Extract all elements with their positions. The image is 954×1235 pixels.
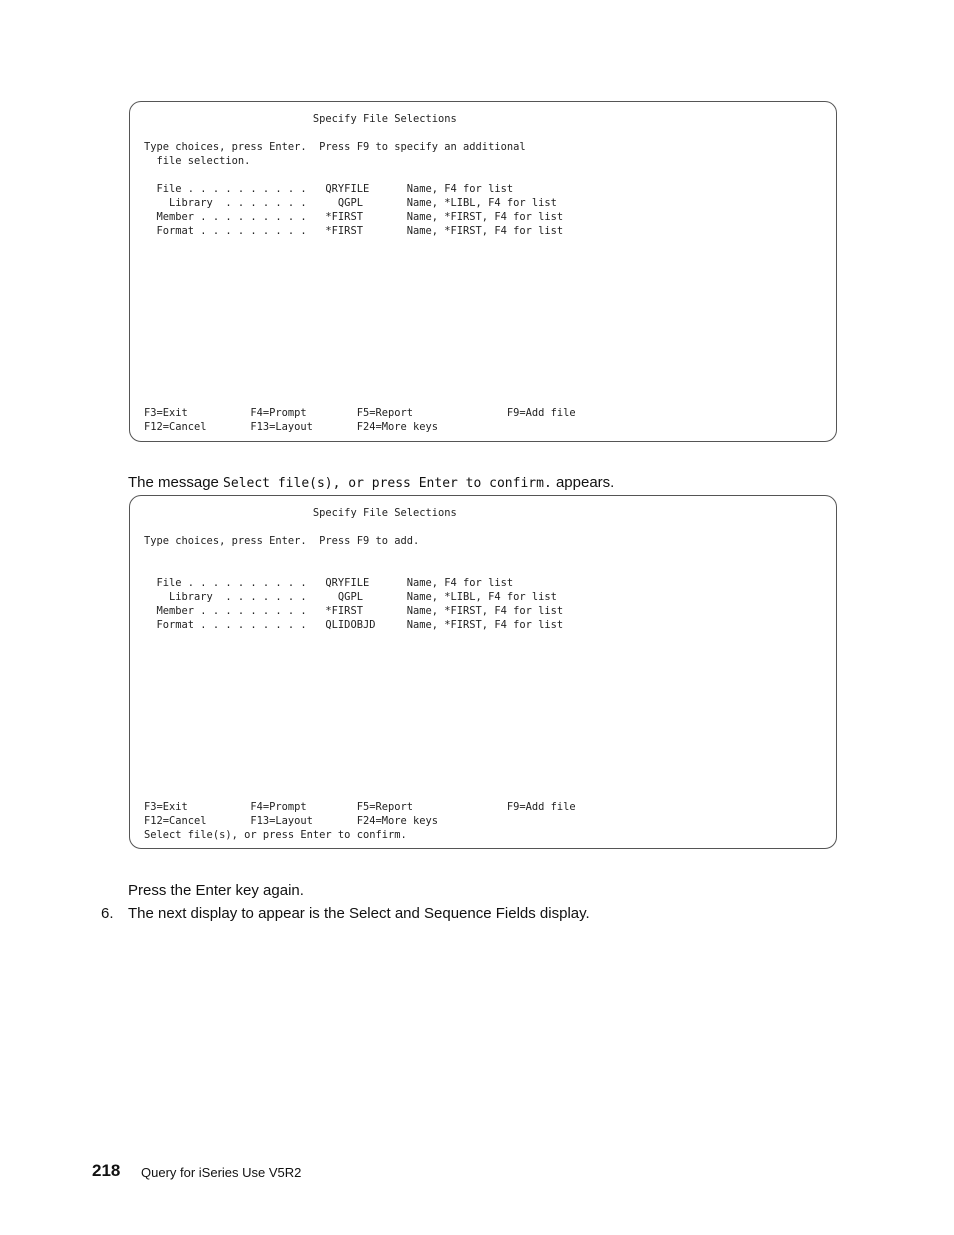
screen1-line: File . . . . . . . . . . QRYFILE Name, F4 for list [144, 183, 514, 195]
screen2-line: File . . . . . . . . . . QRYFILE Name, F4 for list [144, 577, 514, 589]
screen2-fkeys-line: F12=Cancel F13=Layout F24=More keys [144, 815, 439, 827]
screen2-line: Library . . . . . . . QGPL Name, *LIBL, F4 for list [144, 591, 557, 603]
message-sentence [128, 474, 614, 493]
screen2-line: Type choices, press Enter. Press F9 to add. [144, 535, 420, 547]
screen1-line: Specify File Selections [144, 113, 457, 125]
screen2-fkeys-line: F3=Exit F4=Prompt F5=Report F9=Add file [144, 801, 576, 813]
screen1-line: file selection. [144, 155, 251, 167]
message-code: Select file(s), or press Enter to confirm. [223, 476, 552, 491]
page-number: 218 [92, 1161, 121, 1180]
message-suffix: appears. [551, 474, 615, 491]
screen2-message-line: Select file(s), or press Enter to confirm. [144, 829, 407, 841]
screen1-fkeys-line: F12=Cancel F13=Layout F24=More keys [144, 421, 439, 433]
book-title: Query for iSeries Use V5R2 [141, 1165, 302, 1180]
screen1-line: Type choices, press Enter. Press F9 to specify an additional [144, 141, 526, 153]
screen2-line: Format . . . . . . . . . QLIDOBJD Name, *FIRST, F4 for list [144, 619, 564, 631]
terminal-screen-1 [129, 101, 837, 442]
screen2-line: Member . . . . . . . . . *FIRST Name, *FIRST, F4 for list [144, 605, 564, 617]
screen1-fkeys-line: F3=Exit F4=Prompt F5=Report F9=Add file [144, 407, 576, 419]
terminal-screen-2 [129, 495, 837, 849]
step-number: 6. [101, 905, 114, 922]
screen2-line: Specify File Selections [144, 507, 457, 519]
screen1-line: Member . . . . . . . . . *FIRST Name, *FIRST, F4 for list [144, 211, 564, 223]
press-enter-text: Press the Enter key again. [128, 882, 304, 899]
screen1-line: Library . . . . . . . QGPL Name, *LIBL, F4 for list [144, 197, 557, 209]
message-prefix: The message [128, 474, 224, 491]
screen1-line: Format . . . . . . . . . *FIRST Name, *FIRST, F4 for list [144, 225, 564, 237]
step-text: The next display to appear is the Select and Sequence Fields display. [128, 905, 590, 922]
